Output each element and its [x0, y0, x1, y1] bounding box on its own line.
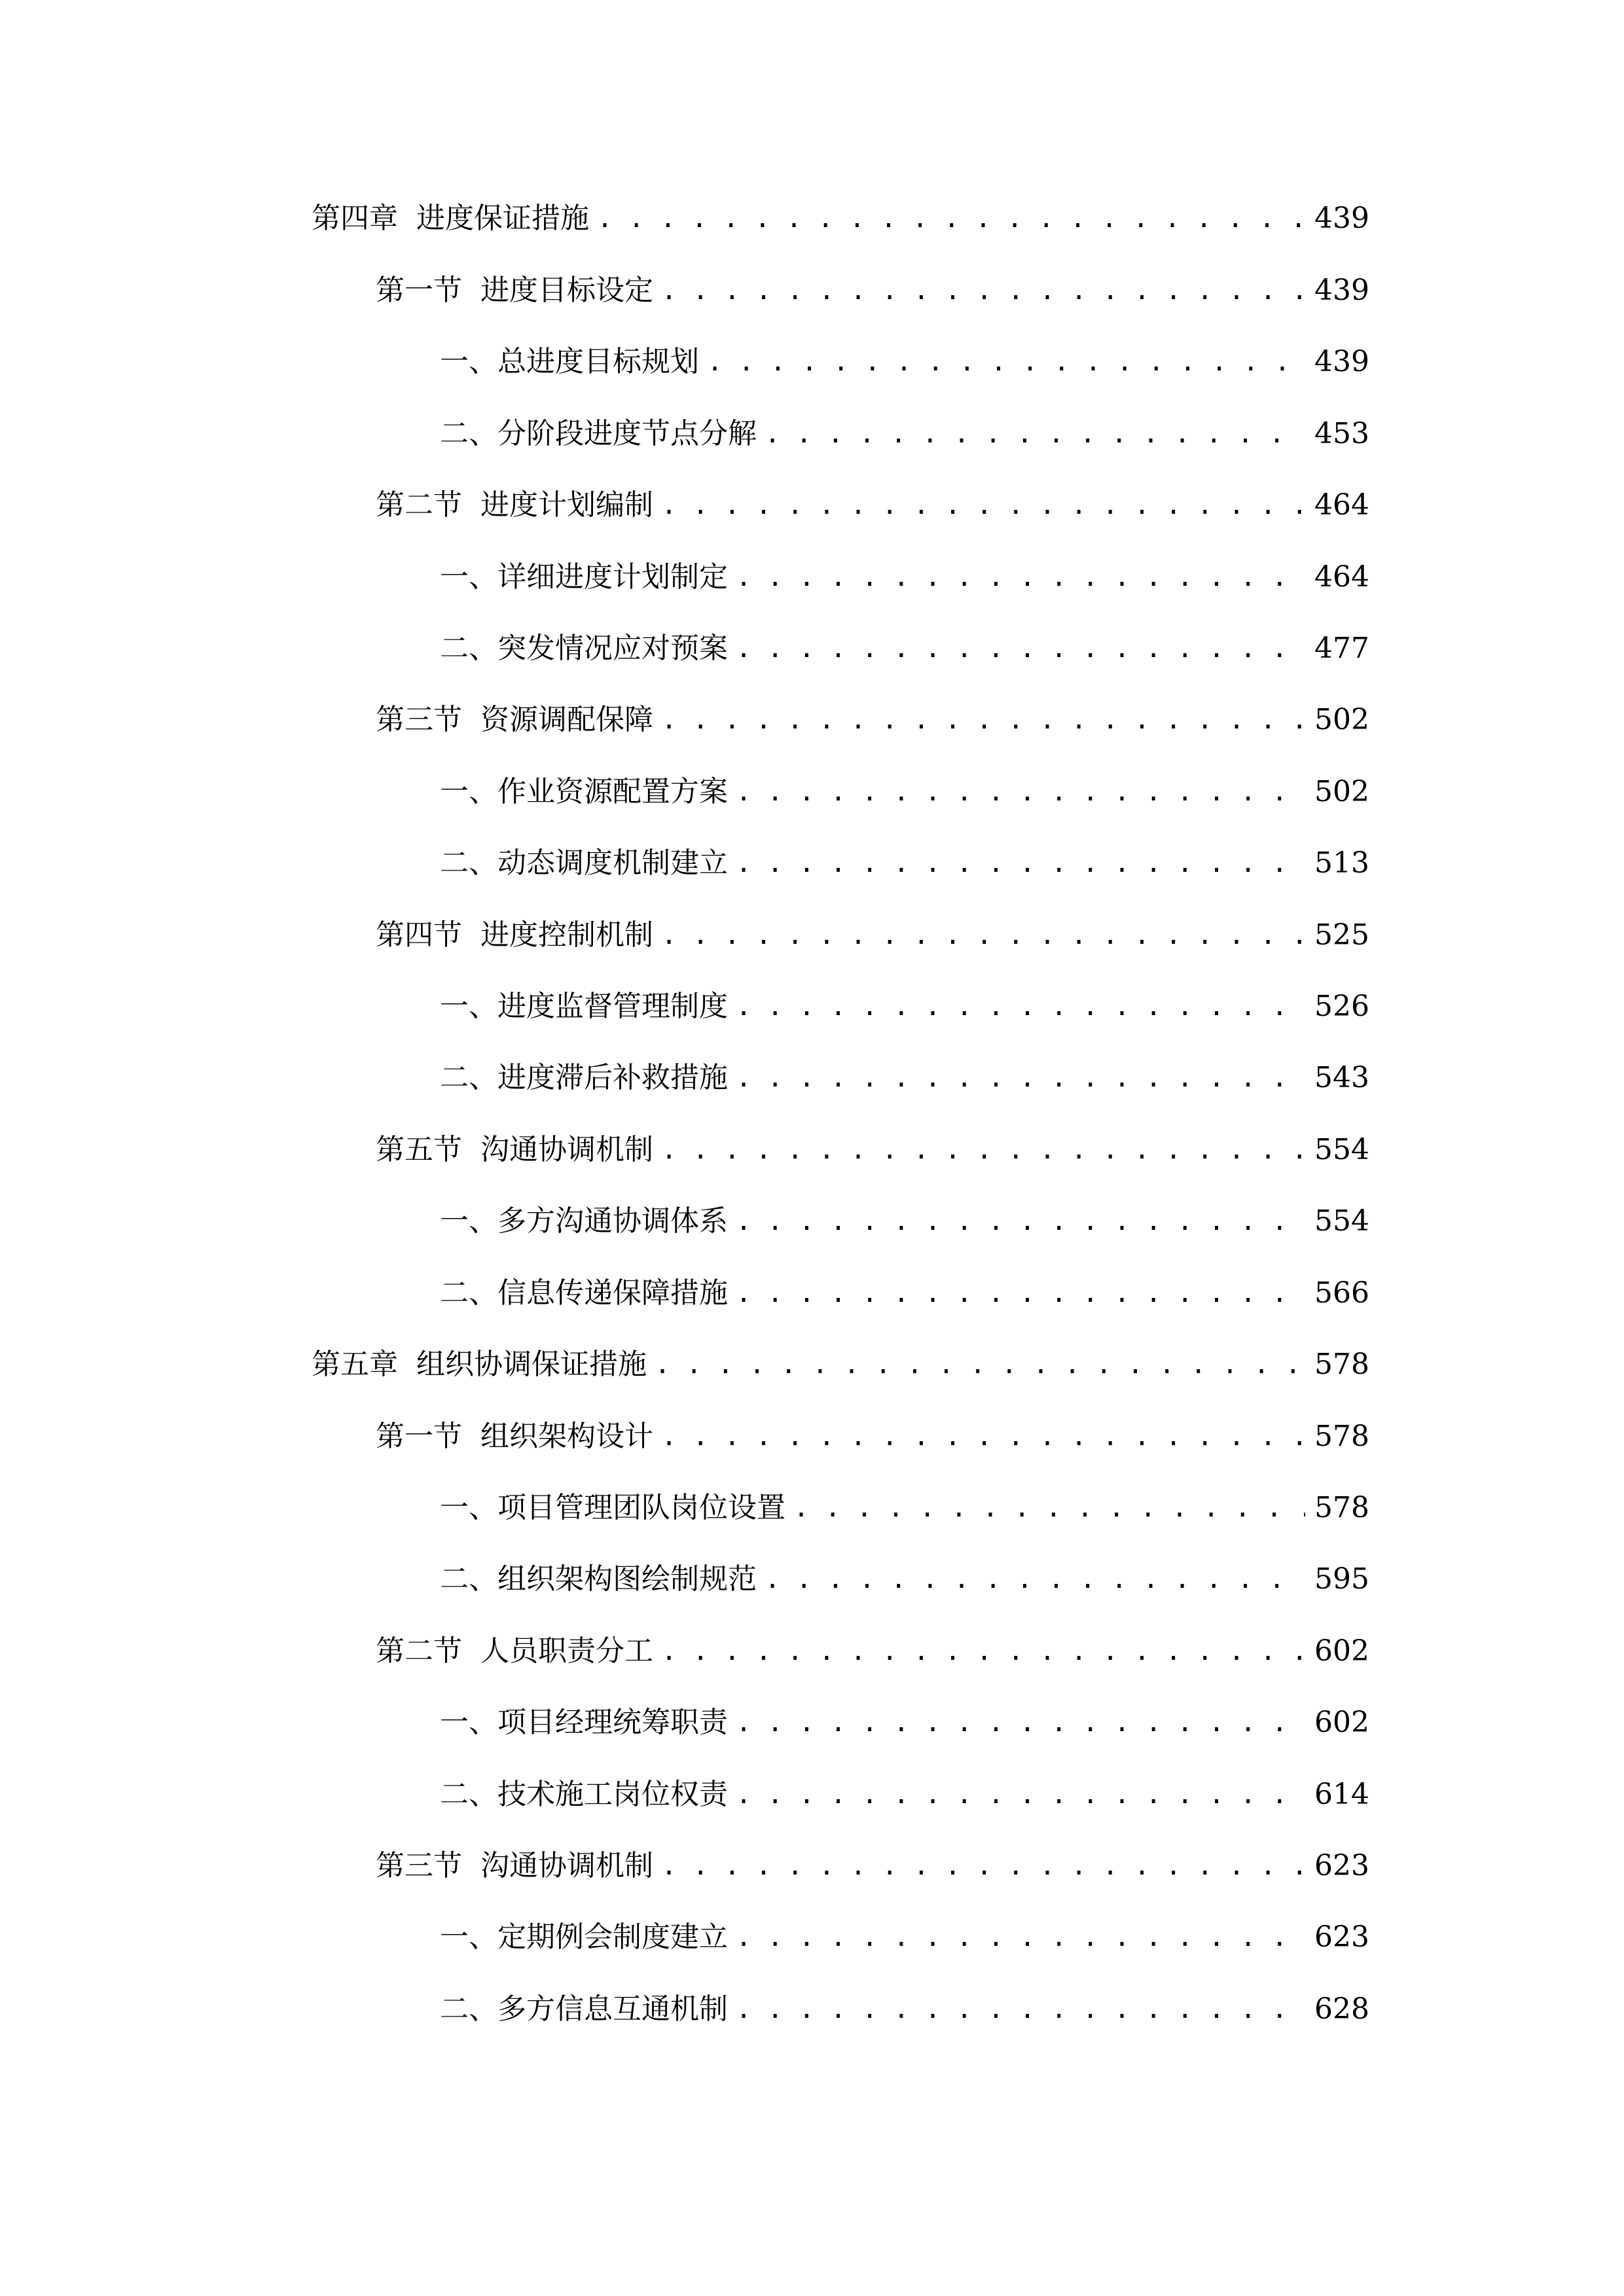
toc-entry-page: 464: [1314, 560, 1369, 594]
dot-leader: [736, 766, 1305, 818]
toc-entry-page: 526: [1314, 990, 1369, 1023]
dot-leader: [736, 622, 1305, 675]
toc-entry-number: 二、: [440, 1562, 497, 1596]
toc-entry-number: 一、: [440, 1491, 497, 1524]
toc-entry-subsection[interactable]: [0, 1696, 1624, 1749]
toc-entry-title: 多方信息互通机制: [497, 1992, 728, 2026]
dot-leader: [597, 192, 1305, 245]
toc-entry-page: 502: [1314, 703, 1369, 736]
toc-entry-subsection[interactable]: [0, 1983, 1624, 2036]
toc-entry-title: 详细进度计划制定: [497, 560, 728, 594]
toc-entry-title: 项目经理统筹职责: [497, 1706, 728, 1739]
toc-entry-page: 578: [1314, 1420, 1369, 1453]
toc-entry-page: 566: [1314, 1276, 1369, 1310]
dot-leader: [661, 1625, 1305, 1677]
dot-leader: [736, 551, 1305, 603]
toc-entry-title: 进度滞后补救措施: [497, 1061, 728, 1094]
toc-entry-subsection[interactable]: [0, 1267, 1624, 1319]
dot-leader: [736, 1052, 1305, 1104]
toc-entry-number: 二、: [440, 417, 497, 450]
toc-entry-section[interactable]: [0, 1840, 1624, 1892]
toc-entry-page: 554: [1314, 1204, 1369, 1238]
toc-entry-subsection[interactable]: [0, 336, 1624, 388]
toc-entry-title: 信息传递保障措施: [497, 1276, 728, 1310]
toc-entry-page: 439: [1314, 345, 1369, 378]
toc-entry-page: 602: [1314, 1634, 1369, 1668]
toc-entry-subsection[interactable]: [0, 1553, 1624, 1605]
toc-entry-number: 第四章: [312, 202, 398, 235]
toc-entry-title: 沟通协调机制: [480, 1133, 653, 1166]
toc-entry-title: 动态调度机制建立: [497, 846, 728, 880]
toc-entry-number: 第二节: [376, 488, 462, 522]
toc-entry-subsection[interactable]: [0, 1052, 1624, 1104]
toc-entry-title: 资源调配保障: [480, 703, 653, 736]
dot-leader: [736, 1983, 1305, 2036]
toc-entry-subsection[interactable]: [0, 408, 1624, 460]
toc-entry-title: 突发情况应对预案: [497, 632, 728, 665]
toc-entry-title: 组织架构设计: [480, 1420, 653, 1453]
toc-entry-number: 第三节: [376, 1849, 462, 1882]
toc-entry-title: 作业资源配置方案: [497, 775, 728, 808]
toc-entry-section[interactable]: [0, 909, 1624, 961]
toc-entry-subsection[interactable]: [0, 1768, 1624, 1821]
toc-entry-number: 一、: [440, 560, 497, 594]
dot-leader: [655, 1338, 1305, 1391]
dot-leader: [736, 837, 1305, 889]
toc-entry-section[interactable]: [0, 1625, 1624, 1677]
toc-entry-subsection[interactable]: [0, 551, 1624, 603]
toc-entry-number: 一、: [440, 990, 497, 1023]
toc-entry-page: 543: [1314, 1061, 1369, 1094]
toc-entry-subsection[interactable]: [0, 837, 1624, 889]
toc-entry-number: 第一节: [376, 274, 462, 307]
toc-entry-number: 一、: [440, 1920, 497, 1954]
dot-leader: [736, 980, 1305, 1033]
toc-entry-number: 第三节: [376, 703, 462, 736]
toc-entry-title: 技术施工岗位权责: [497, 1778, 728, 1811]
toc-entry-number: 第五章: [312, 1348, 398, 1381]
dot-leader: [661, 479, 1305, 531]
dot-leader: [661, 1410, 1305, 1463]
toc-entry-number: 一、: [440, 1706, 497, 1739]
dot-leader: [661, 694, 1305, 746]
toc-entry-number: 二、: [440, 1992, 497, 2026]
toc-entry-number: 一、: [440, 1204, 497, 1238]
toc-entry-page: 614: [1314, 1778, 1369, 1811]
toc-entry-page: 439: [1314, 274, 1369, 307]
dot-leader: [661, 1124, 1305, 1176]
toc-entry-number: 第一节: [376, 1420, 462, 1453]
toc-entry-title: 人员职责分工: [480, 1634, 653, 1668]
toc-entry-subsection[interactable]: [0, 1195, 1624, 1247]
toc-entry-page: 477: [1314, 632, 1369, 665]
dot-leader: [736, 1911, 1305, 1964]
toc-entry-number: 二、: [440, 632, 497, 665]
toc-entry-number: 二、: [440, 1061, 497, 1094]
toc-entry-title: 总进度目标规划: [497, 345, 699, 378]
toc-entry-chapter[interactable]: [0, 1338, 1624, 1391]
toc-entry-page: 602: [1314, 1706, 1369, 1739]
toc-entry-number: 一、: [440, 345, 497, 378]
toc-entry-page: 623: [1314, 1849, 1369, 1882]
dot-leader: [661, 1840, 1305, 1892]
toc-entry-subsection[interactable]: [0, 766, 1624, 818]
toc-entry-page: 439: [1314, 202, 1369, 235]
toc-entry-section[interactable]: [0, 1124, 1624, 1176]
toc-entry-page: 453: [1314, 417, 1369, 450]
toc-entry-title: 进度保证措施: [416, 202, 589, 235]
toc-entry-title: 项目管理团队岗位设置: [497, 1491, 785, 1524]
toc-entry-subsection[interactable]: [0, 1911, 1624, 1964]
toc-entry-page: 464: [1314, 488, 1369, 522]
dot-leader: [661, 264, 1305, 317]
toc-entry-page: 595: [1314, 1562, 1369, 1596]
toc-entry-title: 进度控制机制: [480, 918, 653, 952]
toc-entry-title: 多方沟通协调体系: [497, 1204, 728, 1238]
toc-entry-number: 第二节: [376, 1634, 462, 1668]
toc-entry-number: 第四节: [376, 918, 462, 952]
toc-entry-number: 二、: [440, 846, 497, 880]
toc-entry-page: 502: [1314, 775, 1369, 808]
dot-leader: [793, 1482, 1305, 1534]
toc-entry-title: 组织协调保证措施: [416, 1348, 647, 1381]
toc-entry-page: 525: [1314, 918, 1369, 952]
toc-entry-number: 二、: [440, 1276, 497, 1310]
toc-entry-page: 554: [1314, 1133, 1369, 1166]
toc-entry-subsection[interactable]: [0, 980, 1624, 1033]
toc-entry-chapter[interactable]: [0, 192, 1624, 245]
toc-entry-title: 进度计划编制: [480, 488, 653, 522]
toc-entry-section[interactable]: [0, 694, 1624, 746]
dot-leader: [707, 336, 1305, 388]
toc-entry-title: 组织架构图绘制规范: [497, 1562, 757, 1596]
toc-entry-title: 进度目标设定: [480, 274, 653, 307]
dot-leader: [736, 1195, 1305, 1247]
dot-leader: [736, 1768, 1305, 1821]
toc-entry-page: 578: [1314, 1491, 1369, 1524]
toc-entry-title: 分阶段进度节点分解: [497, 417, 757, 450]
toc-entry-subsection[interactable]: [0, 1482, 1624, 1534]
toc-entry-section[interactable]: [0, 1410, 1624, 1463]
toc-entry-page: 513: [1314, 846, 1369, 880]
toc-entry-page: 578: [1314, 1348, 1369, 1381]
toc-entry-title: 沟通协调机制: [480, 1849, 653, 1882]
toc-entry-number: 第五节: [376, 1133, 462, 1166]
dot-leader: [736, 1696, 1305, 1749]
toc-entry-number: 二、: [440, 1778, 497, 1811]
toc-entry-page: 628: [1314, 1992, 1369, 2026]
dot-leader: [765, 408, 1305, 460]
dot-leader: [736, 1267, 1305, 1319]
toc-entry-section[interactable]: [0, 264, 1624, 317]
toc-entry-title: 定期例会制度建立: [497, 1920, 728, 1954]
toc-entry-title: 进度监督管理制度: [497, 990, 728, 1023]
dot-leader: [765, 1553, 1305, 1605]
toc-entry-number: 一、: [440, 775, 497, 808]
toc-entry-subsection[interactable]: [0, 622, 1624, 675]
toc-entry-page: 623: [1314, 1920, 1369, 1954]
toc-entry-section[interactable]: [0, 479, 1624, 531]
dot-leader: [661, 909, 1305, 961]
